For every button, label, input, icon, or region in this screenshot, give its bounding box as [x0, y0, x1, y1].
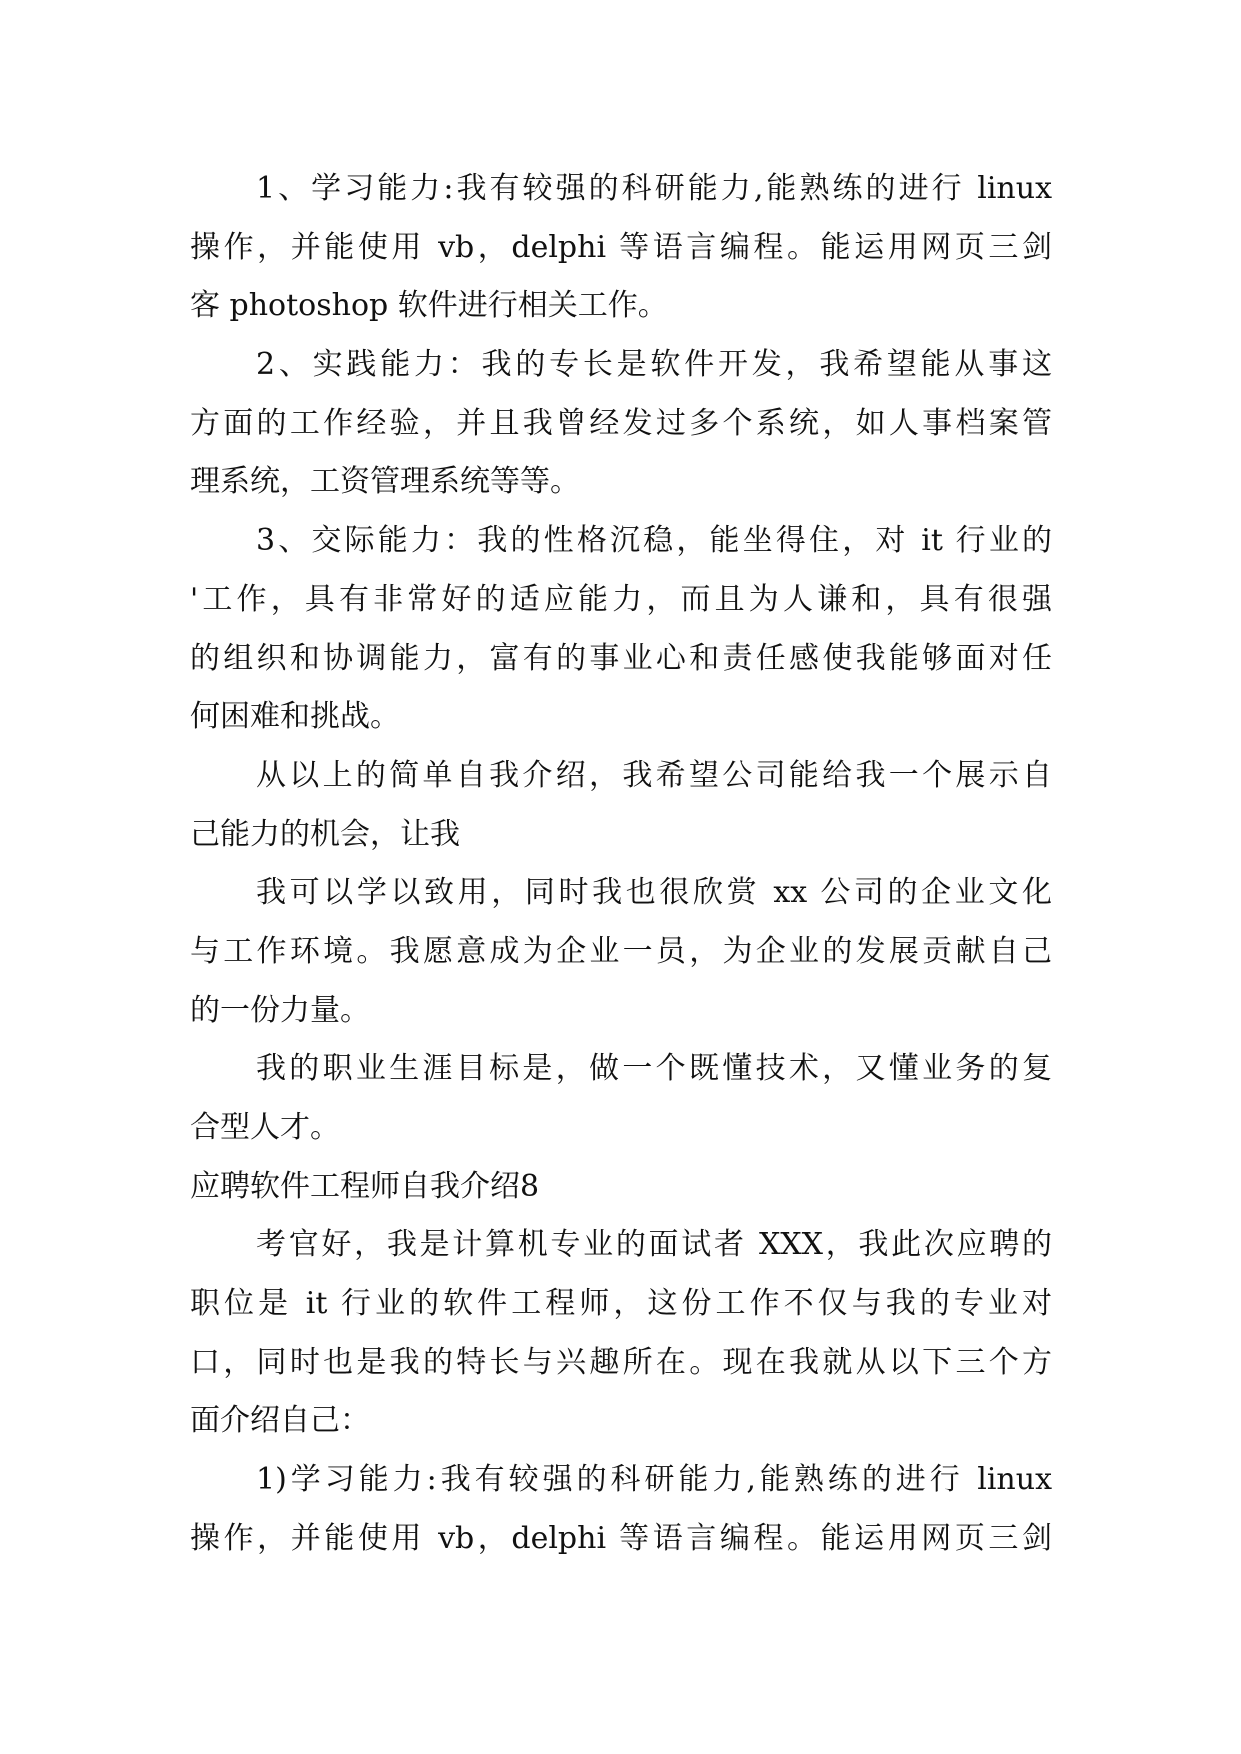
text-line: 的一份力量。 [190, 992, 370, 1028]
section-1-body [190, 160, 1052, 1158]
text-line: 何困难和挑战。 [190, 699, 400, 735]
text-line: 理系统，工资管理系统等等。 [190, 464, 580, 500]
paragraph [190, 1451, 1052, 1568]
text-line: 与工作环境。我愿意成为企业一员，为企业的发展贡献自己 [190, 933, 1052, 969]
paragraph [190, 1216, 1052, 1451]
section-heading: 应聘软件工程师自我介绍8 [190, 1168, 540, 1204]
text-line: 2、实践能力：我的专长是软件开发，我希望能从事这 [256, 347, 1052, 383]
text-line: 己能力的机会，让我 [190, 816, 460, 852]
text-line: 1、学习能力:我有较强的科研能力,能熟练的进行 linux [256, 171, 1052, 206]
text-line: 我可以学以致用，同时我也很欣赏 xx 公司的企业文化 [256, 875, 1052, 911]
text-line: 3、交际能力：我的性格沉稳，能坐得住，对 it 行业的 [256, 523, 1052, 559]
paragraph [190, 747, 1052, 864]
text-line: 操作，并能使用 vb，delphi 等语言编程。能运用网页三剑 [190, 1520, 1052, 1556]
text-line: 合型人才。 [190, 1110, 340, 1145]
text-line: 考官好，我是计算机专业的面试者 XXX，我此次应聘的 [256, 1227, 1052, 1263]
section-2-body [190, 1216, 1052, 1568]
paragraph [190, 1040, 1052, 1157]
paragraph [190, 336, 1052, 512]
text-line: 方面的工作经验，并且我曾经发过多个系统，如人事档案管 [190, 405, 1052, 441]
paragraph [190, 512, 1052, 747]
text-line: 从以上的简单自我介绍，我希望公司能给我一个展示自 [256, 757, 1052, 793]
text-line: 操作，并能使用 vb，delphi 等语言编程。能运用网页三剑 [190, 229, 1052, 265]
text-line: 的组织和协调能力，富有的事业心和责任感使我能够面对任 [190, 640, 1052, 676]
paragraph [190, 160, 1052, 336]
text-line: 面介绍自己： [190, 1403, 370, 1439]
text-line: 客 photoshop 软件进行相关工作。 [190, 288, 668, 324]
text-line: 1)学习能力:我有较强的科研能力,能熟练的进行 linux [256, 1462, 1052, 1498]
text-line: 职位是 it 行业的软件工程师，这份工作不仅与我的专业对 [190, 1286, 1052, 1322]
text-line: '工作，具有非常好的适应能力，而且为人谦和，具有很强 [190, 581, 1052, 617]
text-line: 我的职业生涯目标是，做一个既懂技术，又懂业务的复 [256, 1051, 1052, 1087]
document-body [190, 160, 1052, 1569]
paragraph [190, 864, 1052, 1040]
text-line: 口，同时也是我的特长与兴趣所在。现在我就从以下三个方 [190, 1344, 1052, 1380]
